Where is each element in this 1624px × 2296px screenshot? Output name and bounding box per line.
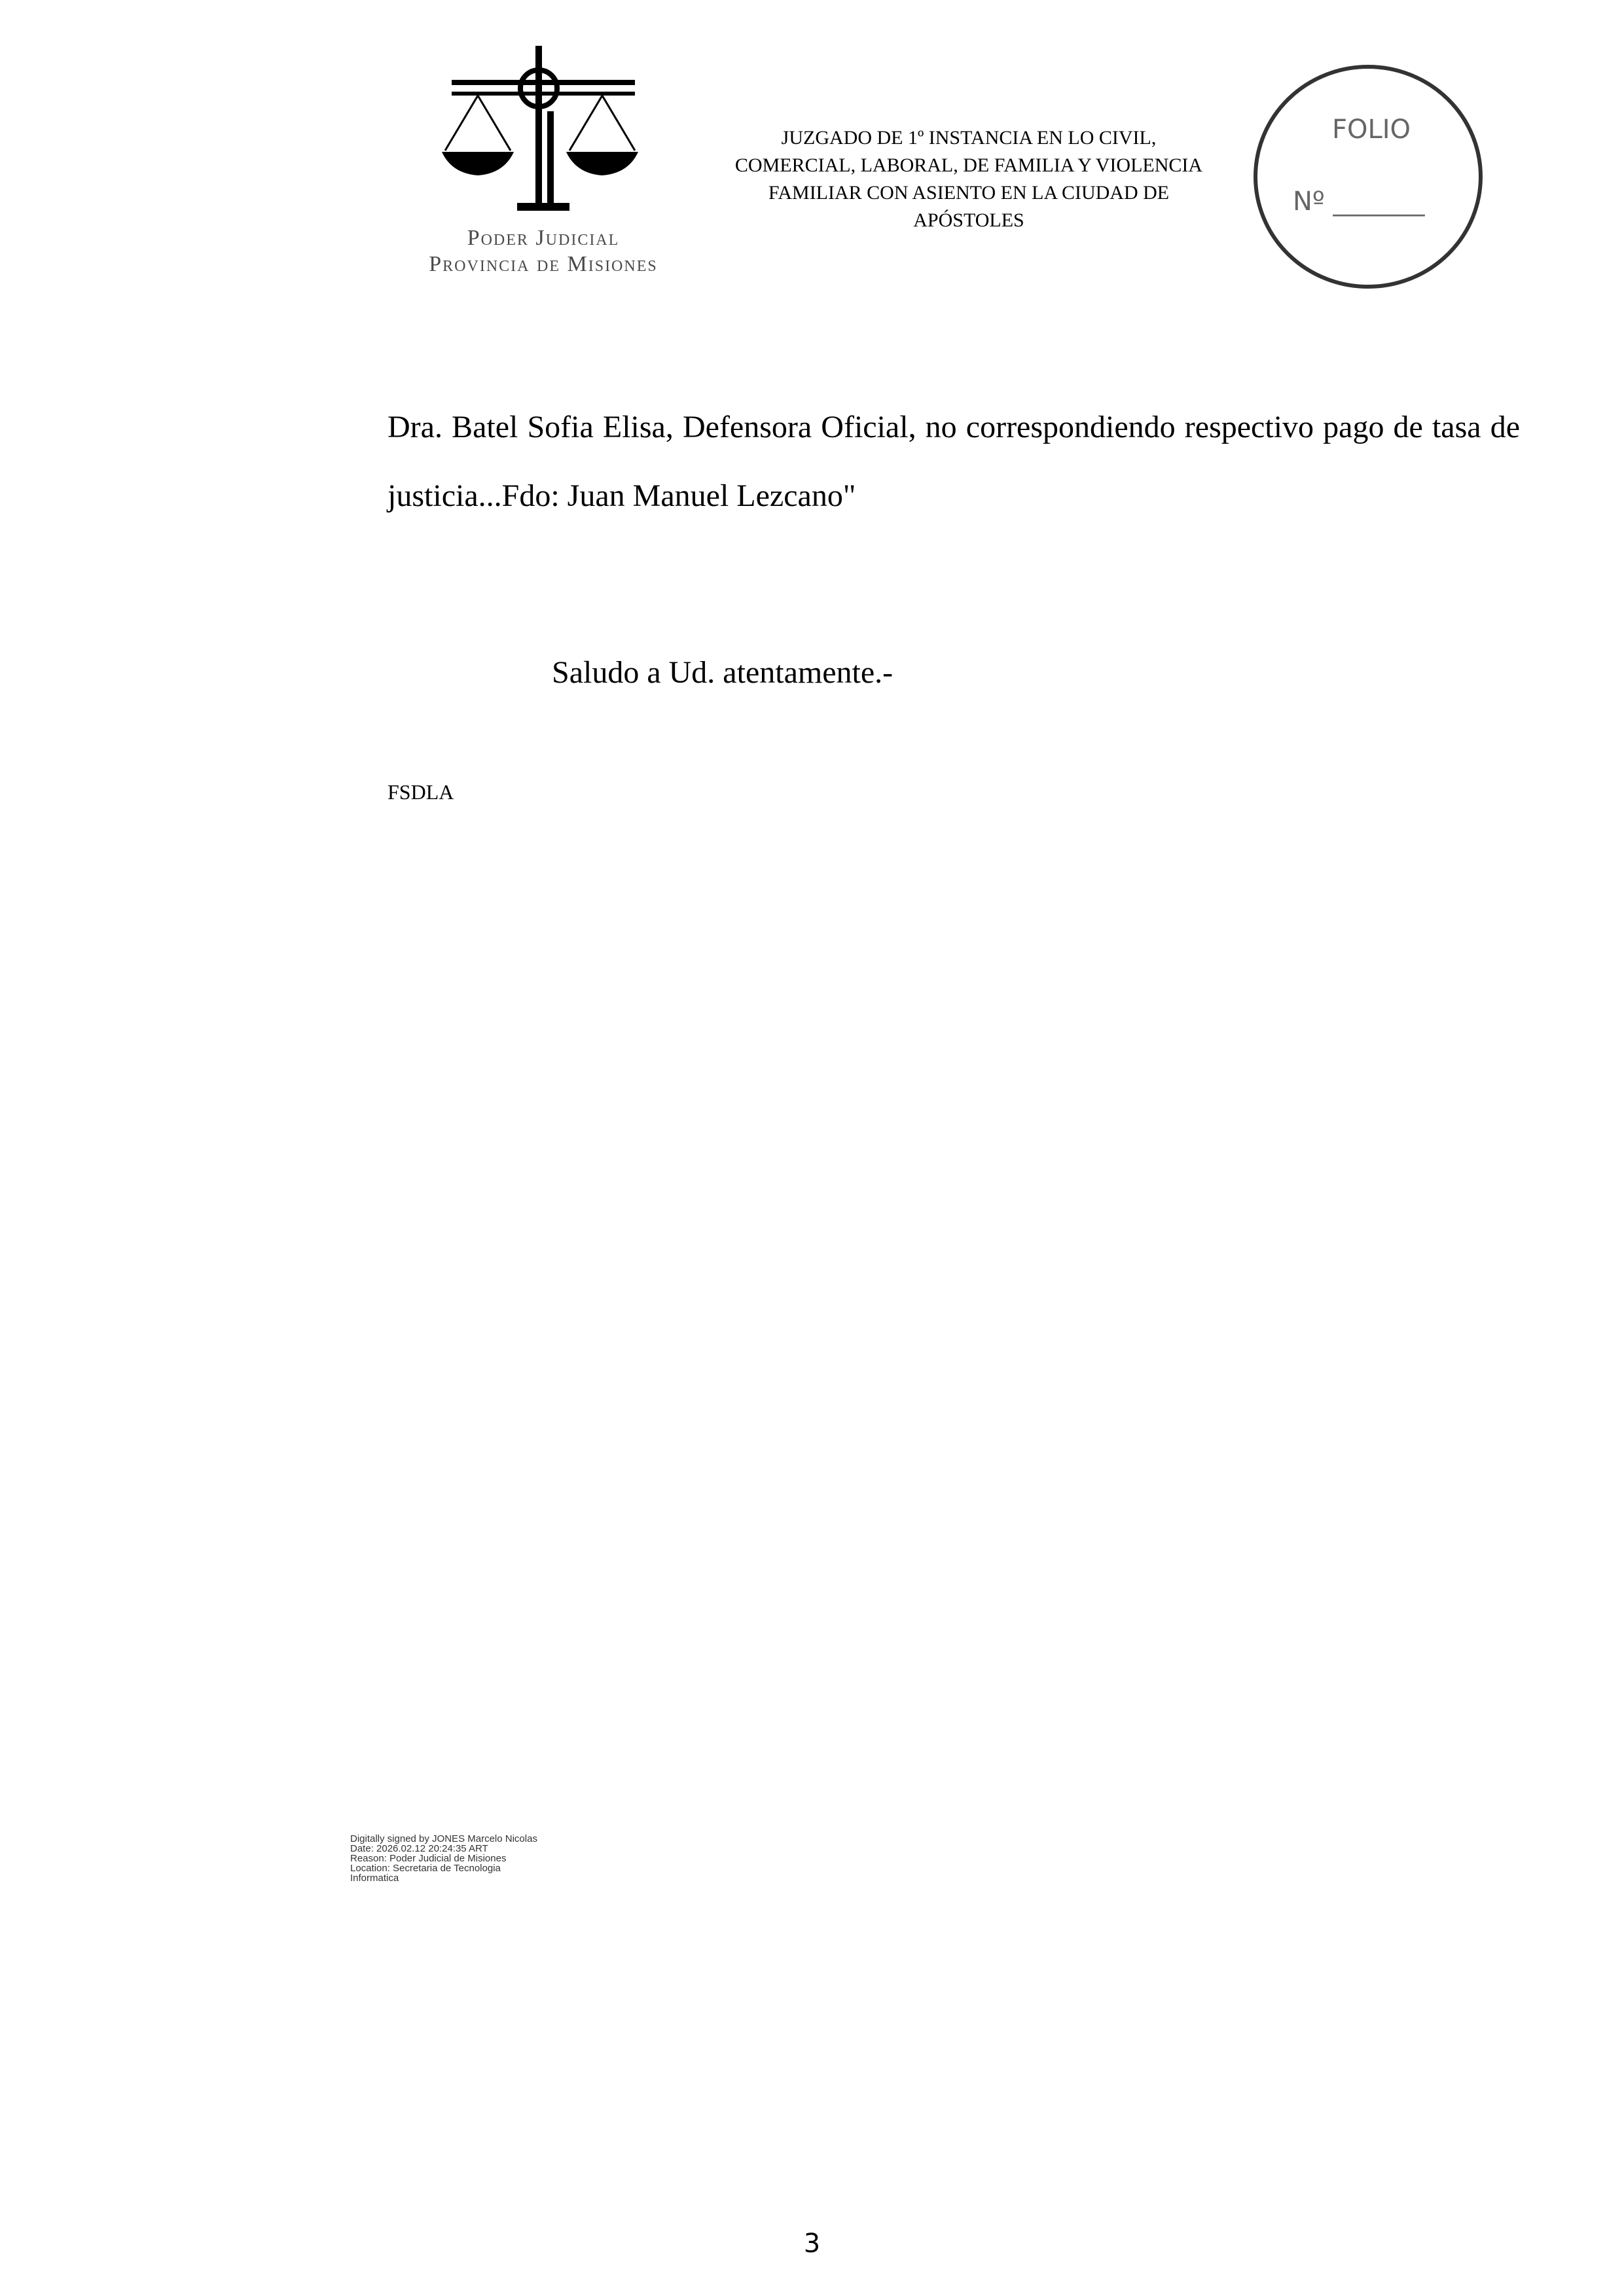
poder-judicial-logo (406, 39, 681, 288)
folio-circle (1250, 62, 1486, 291)
folio-stamp (1250, 62, 1486, 291)
signature-line-date: Date: 2026.02.12 20:24:35 ART (350, 1843, 488, 1854)
scales-of-justice-icon (439, 39, 648, 216)
folio-number-field: Nº _______ (1293, 187, 1425, 217)
logo-line-1: Poder Judicial (467, 226, 620, 250)
signature-line-signer: Digitally signed by JONES Marcelo Nicolas (350, 1833, 537, 1844)
court-line-4: APÓSTOLES (913, 209, 1024, 231)
court-header (681, 124, 1257, 234)
court-line-1: JUZGADO DE 1º INSTANCIA EN LO CIVIL, (781, 127, 1157, 149)
closing-salutation: Saludo a Ud. atentamente.- (552, 655, 893, 690)
logo-line-2: Provincia de Misiones (429, 252, 658, 276)
court-line-3: FAMILIAR CON ASIENTO EN LA CIUDAD DE (768, 182, 1170, 204)
author-initials: FSDLA (388, 780, 454, 804)
body-paragraph: Dra. Batel Sofia Elisa, Defensora Oficial, no correspondiendo respectivo pago de tasa de justicia...Fdo: Juan Manuel Lezcano" (388, 410, 1520, 513)
signature-line-location-cont: Informatica (350, 1873, 399, 1884)
digital-signature (350, 1834, 612, 1883)
signature-line-reason: Reason: Poder Judicial de Misiones (350, 1853, 507, 1864)
signature-line-location: Location: Secretaria de Tecnologia (350, 1863, 501, 1874)
page-number: 3 (803, 2229, 821, 2259)
folio-label: FOLIO (1331, 115, 1411, 145)
court-line-2: COMERCIAL, LABORAL, DE FAMILIA Y VIOLENCIA (734, 154, 1203, 176)
